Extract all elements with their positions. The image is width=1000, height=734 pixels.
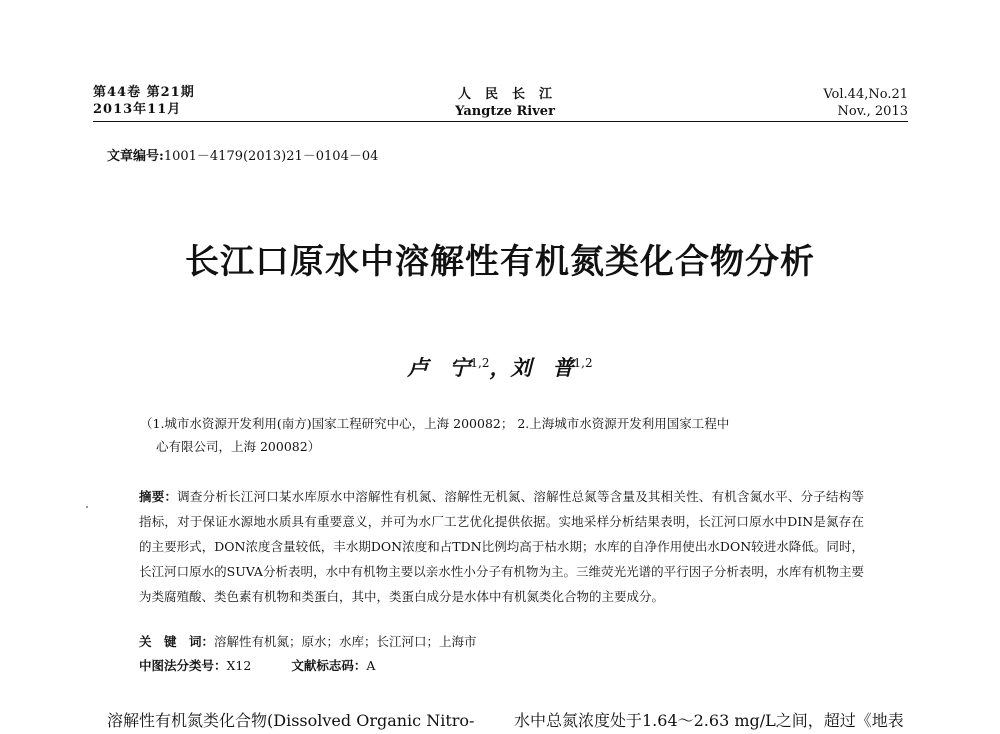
article-number [107,145,378,164]
keywords-label: 关 键 词： [139,634,215,649]
abstract [139,484,864,609]
affiliation-line-2: 心有限公司，上海 200082） [156,439,321,454]
doc-code-value: A [366,658,376,673]
volume-number-en: Vol.44,No.21 [823,87,908,102]
header-rule [93,121,908,122]
classification [139,656,375,674]
volume-issue: 第44卷 第21期 [93,85,195,100]
abstract-text: 调查分析长江河口某水库原水中溶解性有机氮、溶解性无机氮、溶解性总氮等含量及其相关性、有机含氮水平、分子结构等指标，对于保证水源地水质具有重要意义，并可为水厂工艺优化提供依据。实地采样分析结果表明，长江河口原水中DIN是氮存在的主要形式，DON浓度含量较低，丰水期DON浓度和占TDN比例均高于枯水期；水库的自净作用使出水DON较进水降低。同时，长江河口原水的SUVA分析表明，水中有机物主要以亲水性小分子有机物为主。三维荧光光谱的平行因子分析表明，水库有机物主要为类腐殖酸、类色素有机物和类蛋白，其中，类蛋白成分是水体中有机氮类化合物的主要成分。 [139,489,864,604]
clc-value: X12 [226,658,252,673]
affiliation-line-1: （1.城市水资源开发利用(南方)国家工程研究中心，上海 200082； 2.上海城市水资源开发利用国家工程中 [140,416,730,431]
journal-name-cn: 人民长江 [457,87,566,102]
author-1: 卢 宁 [407,355,471,380]
authors [0,352,1000,382]
article-number-label: 文章编号: [107,149,164,164]
journal-issue-en [790,86,908,120]
affiliations [140,412,880,458]
clc-label: 中图法分类号： [139,658,227,673]
abstract-label: 摘要： [139,489,178,504]
paper-title: 长江口原水中溶解性有机氮类化合物分析 [185,242,815,282]
journal-name [440,86,570,120]
keywords-text: 溶解性有机氮；原水；水库；长江河口；上海市 [214,634,477,649]
author-2-affil: 1,2 [573,356,593,370]
body-right-column: 水中总氮浓度处于1.64～2.63 mg/L之间，超过《地表 [514,711,904,730]
author-separator: ， [489,355,511,380]
author-1-affil: 1,2 [470,356,490,370]
issue-date-en: Nov., 2013 [837,104,908,119]
issue-date: 2013年11月 [93,102,182,117]
author-2: 刘 普 [510,355,574,380]
body-left-column: 溶解性有机氮类化合物(Dissolved Organic Nitro- [107,711,475,730]
doc-code-label: 文献标志码： [291,658,367,673]
article-number-value: 1001－4179(2013)21－0104－04 [163,149,379,164]
journal-name-en: Yangtze River [455,104,555,119]
journal-issue-cn [93,84,195,118]
keywords [139,632,477,650]
scan-speck [86,506,88,508]
